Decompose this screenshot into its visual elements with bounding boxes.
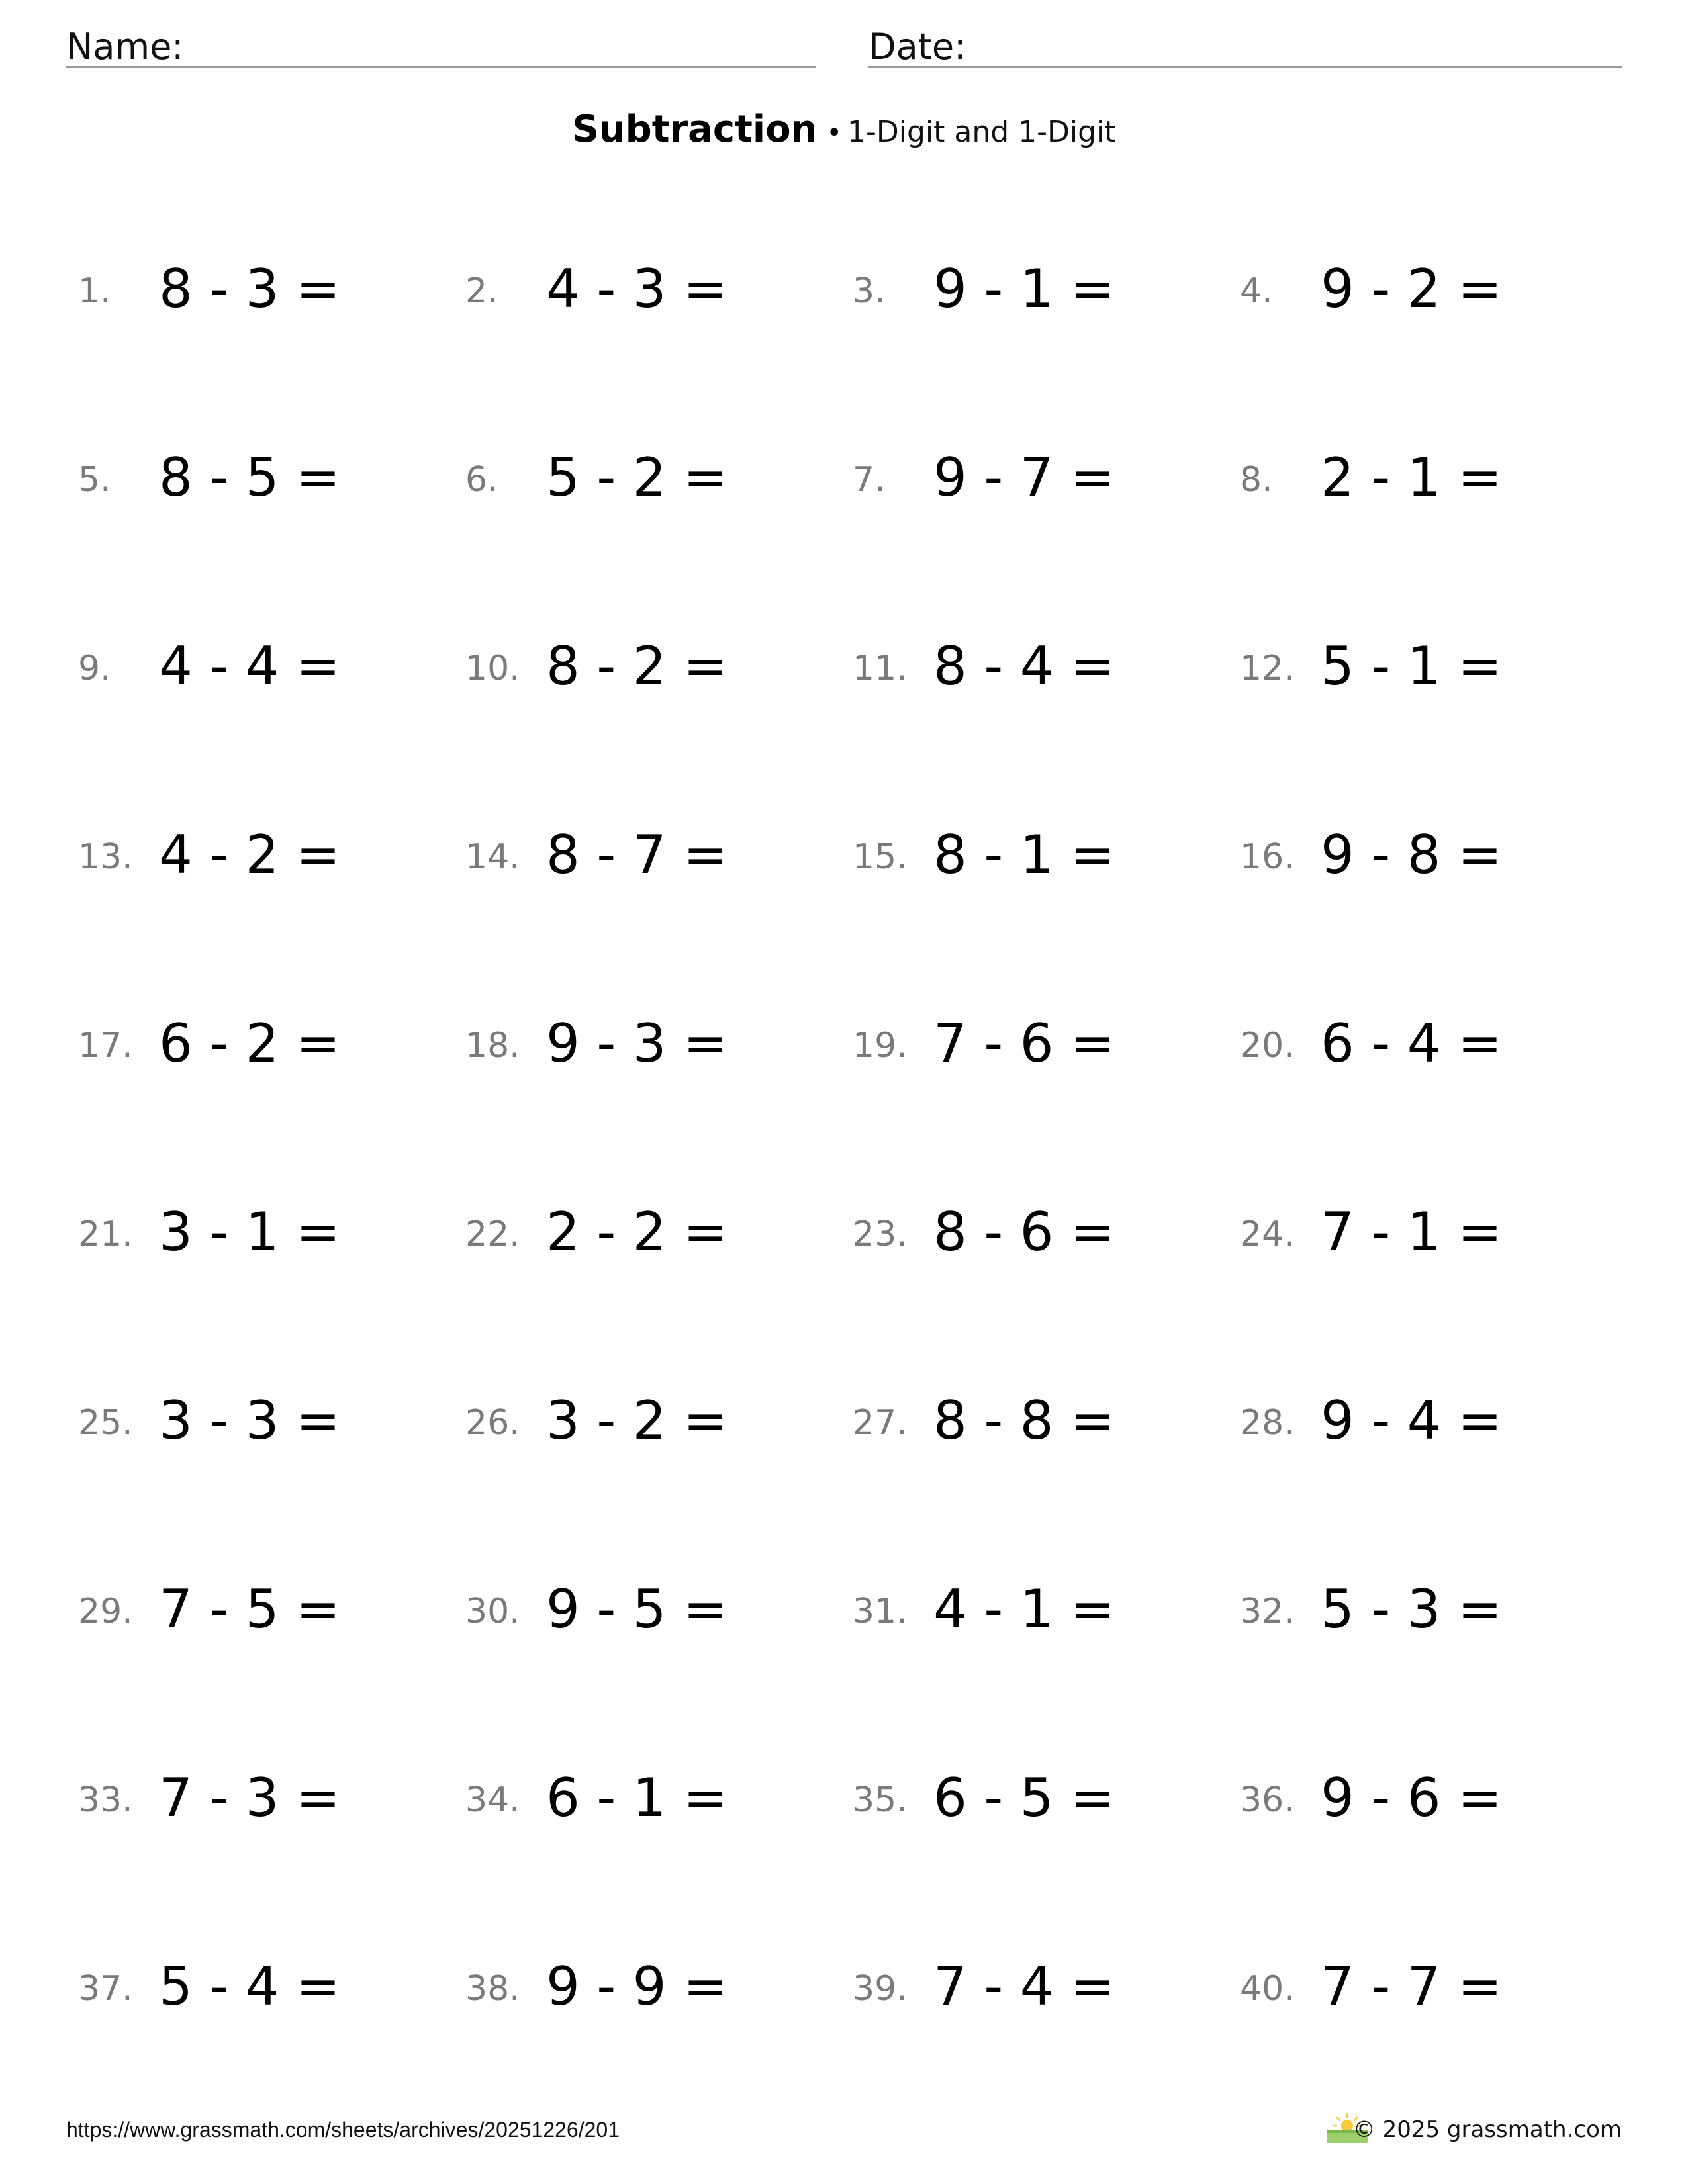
problem-number: 30.: [465, 1592, 520, 1631]
problem-item: [78, 1005, 449, 1077]
problem-item: [1240, 1570, 1611, 1643]
problem-expression: 4 - 3 =: [546, 258, 727, 320]
problem-number: 12.: [1240, 649, 1295, 688]
problem-item: [1240, 1193, 1611, 1266]
problem-expression: 6 - 2 =: [159, 1013, 340, 1074]
problem-item: [853, 1005, 1223, 1077]
problem-row: [0, 1570, 1688, 1643]
problem-item: [78, 1193, 449, 1266]
problem-number: 27.: [853, 1403, 908, 1443]
problem-expression: 7 - 7 =: [1321, 1956, 1502, 2017]
problem-expression: 8 - 1 =: [933, 824, 1115, 886]
problem-expression: 2 - 2 =: [546, 1201, 727, 1263]
problem-expression: 8 - 5 =: [159, 447, 340, 508]
problem-number: 9.: [78, 649, 111, 688]
problem-item: [465, 1948, 836, 2021]
problem-expression: 7 - 1 =: [1321, 1201, 1502, 1263]
problem-number: 10.: [465, 649, 520, 688]
worksheet-title: [0, 106, 1688, 162]
problem-expression: 7 - 3 =: [159, 1767, 340, 1829]
problem-expression: 4 - 2 =: [159, 824, 340, 886]
problem-item: [465, 1193, 836, 1266]
problem-number: 3.: [853, 271, 886, 311]
problem-expression: 3 - 2 =: [546, 1390, 727, 1451]
problem-number: 39.: [853, 1969, 908, 2009]
problem-number: 16.: [1240, 837, 1295, 877]
problem-expression: 3 - 3 =: [159, 1390, 340, 1451]
problem-expression: 9 - 1 =: [933, 258, 1115, 320]
problem-number: 36.: [1240, 1780, 1295, 1820]
footer-copyright: © 2025 grassmath.com: [1352, 2116, 1622, 2143]
problem-number: 24.: [1240, 1214, 1295, 1254]
problem-item: [78, 1948, 449, 2021]
problem-expression: 9 - 7 =: [933, 447, 1115, 508]
problem-expression: 4 - 1 =: [933, 1578, 1115, 1640]
problem-number: 6.: [465, 460, 498, 500]
problem-item: [78, 627, 449, 700]
problem-item: [465, 1759, 836, 1832]
problem-number: 23.: [853, 1214, 908, 1254]
problem-number: 7.: [853, 460, 886, 500]
date-field[interactable]: [868, 26, 1622, 68]
problem-item: [1240, 1005, 1611, 1077]
problem-item: [465, 250, 836, 323]
problem-expression: 5 - 3 =: [1321, 1578, 1502, 1640]
problem-number: 40.: [1240, 1969, 1295, 2009]
problem-row: [0, 1005, 1688, 1077]
problem-item: [853, 1759, 1223, 1832]
problem-item: [1240, 627, 1611, 700]
problem-row: [0, 439, 1688, 512]
problem-number: 20.: [1240, 1026, 1295, 1066]
problem-item: [465, 1005, 836, 1077]
problem-item: [465, 627, 836, 700]
title-subtitle: 1-Digit and 1-Digit: [847, 115, 1116, 149]
problem-item: [1240, 1759, 1611, 1832]
problem-item: [1240, 1382, 1611, 1455]
problem-expression: 6 - 4 =: [1321, 1013, 1502, 1074]
problem-expression: 7 - 5 =: [159, 1578, 340, 1640]
problem-number: 2.: [465, 271, 498, 311]
problem-number: 4.: [1240, 271, 1273, 311]
problem-number: 14.: [465, 837, 520, 877]
problem-item: [465, 439, 836, 512]
problem-expression: 4 - 4 =: [159, 635, 340, 697]
problem-number: 37.: [78, 1969, 133, 2009]
problem-expression: 5 - 2 =: [546, 447, 727, 508]
problem-expression: 9 - 8 =: [1321, 824, 1502, 886]
date-label: Date:: [868, 26, 966, 68]
problem-item: [1240, 439, 1611, 512]
problem-item: [853, 1382, 1223, 1455]
problem-number: 31.: [853, 1592, 908, 1631]
problem-expression: 9 - 9 =: [546, 1956, 727, 2017]
problem-number: 11.: [853, 649, 908, 688]
problem-expression: 8 - 3 =: [159, 258, 340, 320]
problem-item: [78, 1382, 449, 1455]
problem-expression: 8 - 8 =: [933, 1390, 1115, 1451]
problem-item: [853, 627, 1223, 700]
problem-item: [853, 1570, 1223, 1643]
problem-number: 28.: [1240, 1403, 1295, 1443]
problem-number: 33.: [78, 1780, 133, 1820]
problem-item: [78, 816, 449, 889]
problem-number: 34.: [465, 1780, 520, 1820]
problem-expression: 6 - 1 =: [546, 1767, 727, 1829]
problem-item: [465, 816, 836, 889]
problem-item: [853, 816, 1223, 889]
problem-expression: 3 - 1 =: [159, 1201, 340, 1263]
problem-row: [0, 250, 1688, 323]
problem-row: [0, 1193, 1688, 1266]
problem-expression: 5 - 1 =: [1321, 635, 1502, 697]
problem-item: [1240, 816, 1611, 889]
problem-row: [0, 1382, 1688, 1455]
problem-row: [0, 1759, 1688, 1832]
problem-item: [853, 1948, 1223, 2021]
title-main: Subtraction: [572, 108, 818, 151]
problem-item: [1240, 250, 1611, 323]
problem-item: [465, 1570, 836, 1643]
problem-item: [78, 250, 449, 323]
problem-item: [465, 1382, 836, 1455]
problem-number: 38.: [465, 1969, 520, 2009]
problem-number: 15.: [853, 837, 908, 877]
problem-number: 22.: [465, 1214, 520, 1254]
problem-item: [853, 439, 1223, 512]
problem-number: 35.: [853, 1780, 908, 1820]
problem-expression: 8 - 6 =: [933, 1201, 1115, 1263]
problem-number: 13.: [78, 837, 133, 877]
problem-expression: 9 - 6 =: [1321, 1767, 1502, 1829]
problem-item: [78, 1570, 449, 1643]
problem-expression: 9 - 2 =: [1321, 258, 1502, 320]
problem-item: [1240, 1948, 1611, 2021]
problem-number: 5.: [78, 460, 111, 500]
problem-expression: 9 - 3 =: [546, 1013, 727, 1074]
problem-number: 29.: [78, 1592, 133, 1631]
problem-row: [0, 816, 1688, 889]
problem-expression: 9 - 5 =: [546, 1578, 727, 1640]
problem-number: 1.: [78, 271, 111, 311]
problem-expression: 8 - 4 =: [933, 635, 1115, 697]
problem-number: 26.: [465, 1403, 520, 1443]
problem-number: 32.: [1240, 1592, 1295, 1631]
problem-number: 17.: [78, 1026, 133, 1066]
problem-expression: 6 - 5 =: [933, 1767, 1115, 1829]
problem-item: [853, 1193, 1223, 1266]
name-field[interactable]: [66, 26, 816, 68]
problem-grid: [0, 250, 1688, 2136]
footer-url: https://www.grassmath.com/sheets/archives/20251226/201: [66, 2118, 620, 2142]
problem-item: [78, 1759, 449, 1832]
problem-expression: 2 - 1 =: [1321, 447, 1502, 508]
problem-row: [0, 627, 1688, 700]
name-label: Name:: [66, 26, 184, 68]
problem-expression: 7 - 6 =: [933, 1013, 1115, 1074]
problem-expression: 8 - 2 =: [546, 635, 727, 697]
problem-number: 25.: [78, 1403, 133, 1443]
problem-number: 8.: [1240, 460, 1273, 500]
title-separator: •: [826, 118, 843, 148]
problem-number: 18.: [465, 1026, 520, 1066]
problem-item: [78, 439, 449, 512]
problem-expression: 9 - 4 =: [1321, 1390, 1502, 1451]
problem-number: 19.: [853, 1026, 908, 1066]
problem-number: 21.: [78, 1214, 133, 1254]
problem-expression: 8 - 7 =: [546, 824, 727, 886]
problem-item: [853, 250, 1223, 323]
problem-expression: 5 - 4 =: [159, 1956, 340, 2017]
problem-row: [0, 1948, 1688, 2021]
problem-expression: 7 - 4 =: [933, 1956, 1115, 2017]
